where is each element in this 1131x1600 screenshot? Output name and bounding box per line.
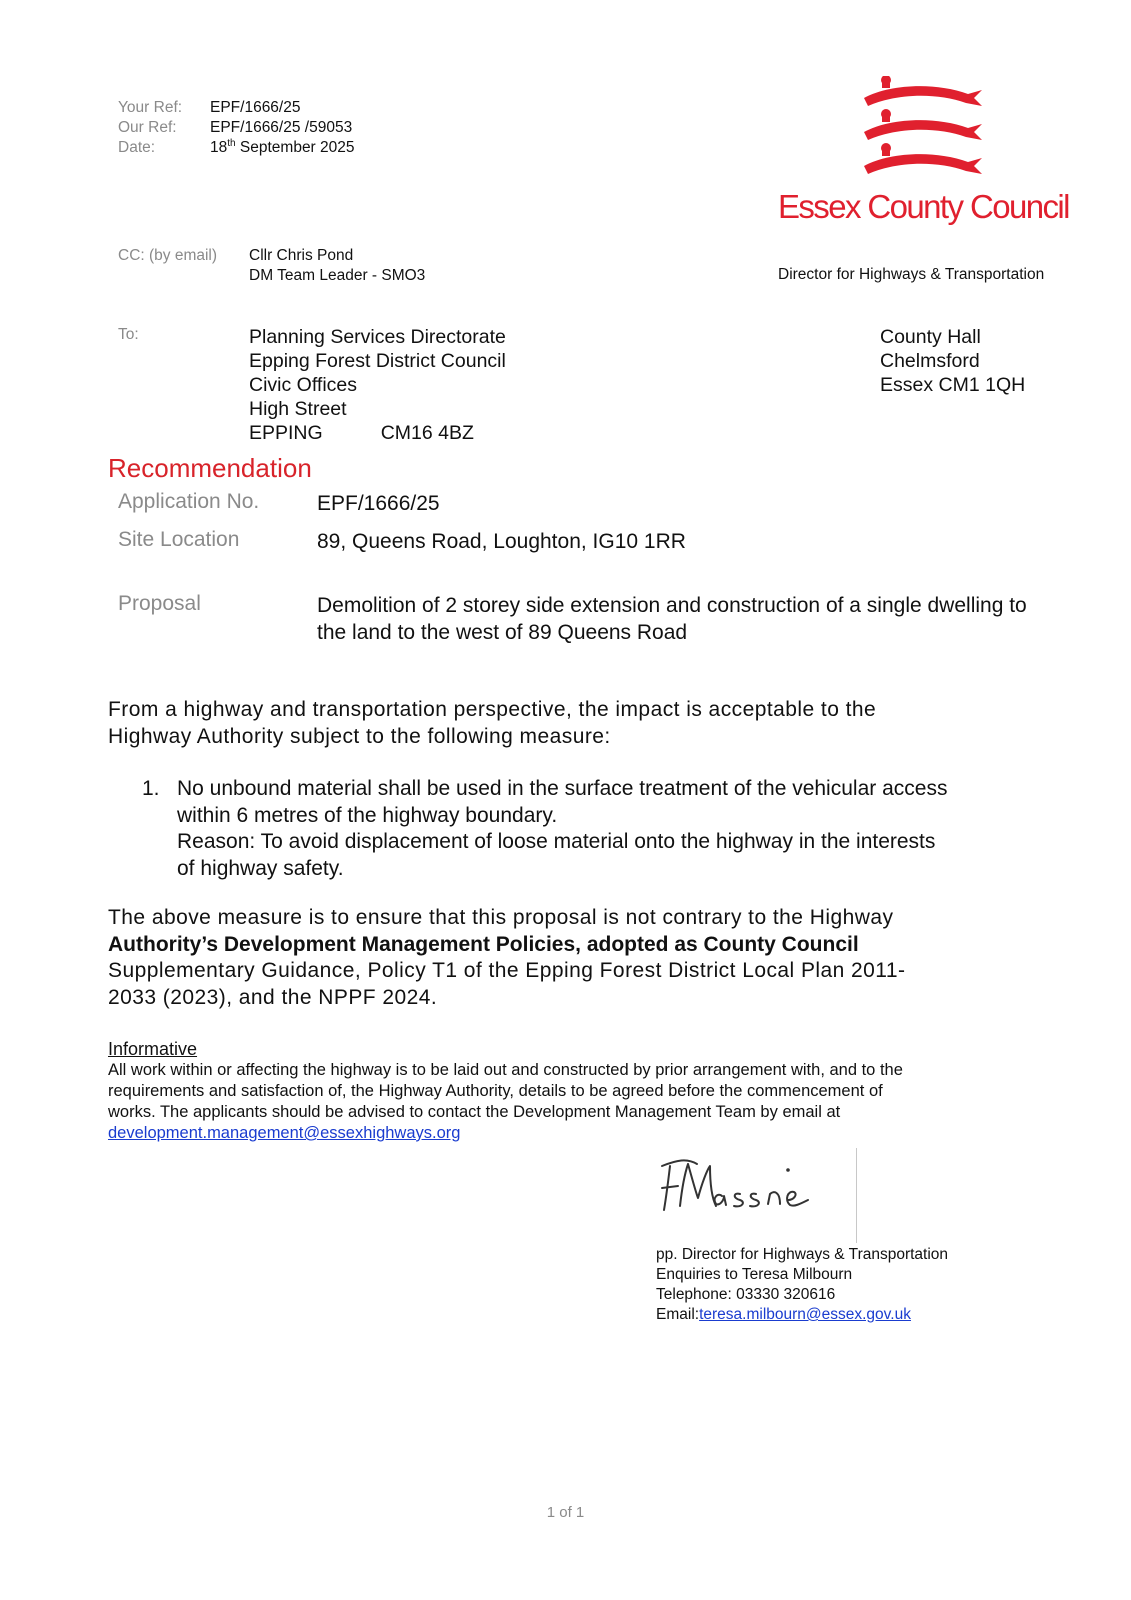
informative-heading: Informative <box>108 1039 198 1059</box>
essex-county-council-logo <box>775 76 1095 231</box>
our-ref-label: Our Ref: <box>118 119 177 136</box>
our-ref-value: EPF/1666/25 /59053 <box>210 119 353 136</box>
application-number-label: Application No. <box>118 490 260 513</box>
your-ref-label: Your Ref: <box>118 99 183 116</box>
site-location-label: Site Location <box>118 528 240 551</box>
proposal-label: Proposal <box>118 592 201 615</box>
application-number-value: EPF/1666/25 <box>317 492 440 515</box>
address-line: Epping Forest District Council <box>249 350 506 372</box>
enquiries-line: Enquiries to Teresa Milbourn <box>656 1266 853 1283</box>
application-number-row <box>118 490 440 517</box>
signatory-details <box>656 1245 948 1325</box>
address-line: County Hall <box>880 326 981 348</box>
address-postcode: CM16 4BZ <box>380 422 474 444</box>
cc-label: CC: (by email) <box>118 247 218 264</box>
to-label: To: <box>118 326 139 343</box>
development-management-email-link[interactable]: development.management@essexhighways.org <box>108 1124 461 1142</box>
page-number: 1 of 1 <box>546 1504 585 1521</box>
seaxes-emblem-icon <box>860 76 990 181</box>
handwritten-signature-icon <box>652 1148 852 1238</box>
measure-text: No unbound material shall be used in the surface treatment of the vehicular access within 6 metres of the highway boundary. Reason: To avoid displacement of loose material onto the highway in the interests of highway safety. <box>177 777 948 880</box>
policy-paragraph: The above measure is to ensure that this proposal is not contrary to the Highway Authority’s Development Management Policies, adopted as County Council Supplementary Guidance, Policy T1 of the Epping Forest District Local Plan 2011- 2033 (2023), and the NPPF 2024. <box>108 906 906 1009</box>
recipient-address <box>249 325 506 445</box>
cc-line: DM Team Leader - SMO3 <box>249 267 426 284</box>
signatory-email-link[interactable]: teresa.milbourn@essex.gov.uk <box>699 1306 911 1323</box>
cc-block <box>118 246 425 286</box>
address-line: Essex CM1 1QH <box>880 374 1026 396</box>
cc-line: Cllr Chris Pond <box>249 247 354 264</box>
address-line: Civic Offices <box>249 374 357 396</box>
proposal-row <box>118 592 1027 646</box>
address-line: High Street <box>249 398 347 420</box>
email-line: Email:teresa.milbourn@essex.gov.uk <box>656 1306 911 1323</box>
measure-list-item <box>142 776 1042 882</box>
site-location-value: 89, Queens Road, Loughton, IG10 1RR <box>317 530 686 553</box>
proposal-value: Demolition of 2 storey side extension and construction of a single dwelling to the land to the west of 89 Queens Road <box>317 594 1027 644</box>
date-value: 18th September 2025 <box>210 137 355 156</box>
recommendation-heading: Recommendation <box>108 453 312 483</box>
council-name: Essex County Council <box>778 188 1069 225</box>
signatory-title: pp. Director for Highways & Transportation <box>656 1246 949 1263</box>
signature-image <box>652 1148 857 1243</box>
reference-block <box>118 98 355 158</box>
informative-section: Informative All work within or affecting the highway is to be laid out and constructed by prior arrangement with, and to the requirements and satisfaction of, the Highway Authority, details to be agreed before the commencement of works. The applicants should be advised to contact the Development Management Team by email at development.management@essexhighways.org <box>108 1039 1038 1144</box>
date-label: Date: <box>118 139 156 156</box>
your-ref-value: EPF/1666/25 <box>210 99 301 116</box>
intro-paragraph: From a highway and transportation perspective, the impact is acceptable to the Highway Authority subject to the following measure: <box>108 698 877 748</box>
site-location-row <box>118 528 686 555</box>
address-line: Planning Services Directorate <box>249 326 506 348</box>
list-number: 1. <box>142 777 160 800</box>
telephone-line: Telephone: 03330 320616 <box>656 1286 836 1303</box>
address-town: EPPING <box>249 422 323 444</box>
director-title: Director for Highways & Transportation <box>778 266 1045 283</box>
address-line: Chelmsford <box>880 350 980 372</box>
sender-address <box>880 325 1025 397</box>
